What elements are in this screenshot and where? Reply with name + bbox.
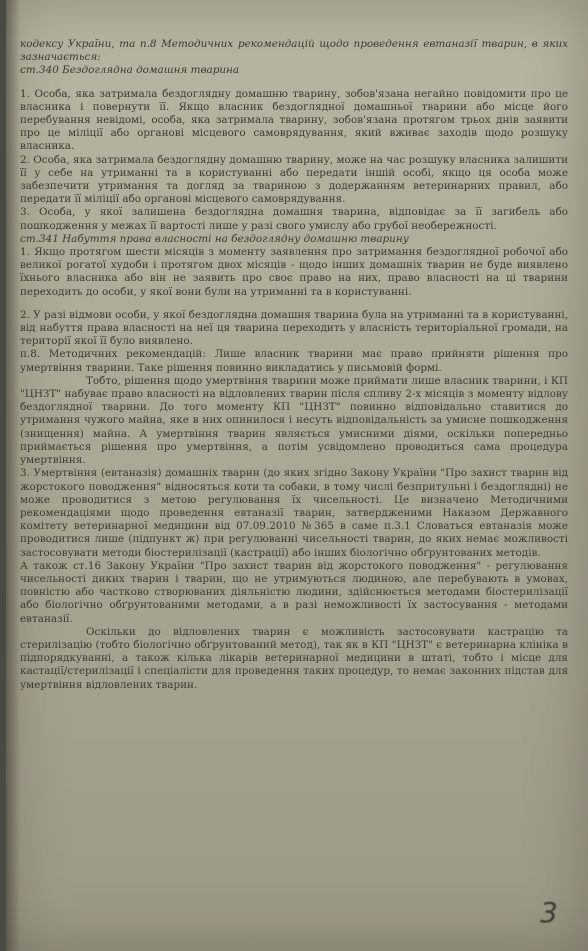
article-340-part-2: 2. Особа, яка затримала бездоглядну домашню тварину, може на час розшуку власника залишити її у себе на утриманні та в користуванні або передати іншій особі, якщо ця особа може забезпечити утримання та догляд за твариною з додержанням ветеринарних правил, або передати її міліції або органові місцевого самоврядування. — [20, 153, 568, 206]
article-340-part-3: 3. Особа, у якої залишена бездоглядна домашня тварина, відповідає за її загибель або пошкодження у межах її вартості лише у разі свого умислу або грубої необережності. — [20, 206, 568, 232]
article-340-part-1: 1. Особа, яка затримала бездоглядну домашню тварину, зобов'язана негайно повідомити про це власника і повернути її. Якщо власник бездоглядної домашньої тварини або місце його перебування невідомі, особа, яка затримала тварину, зобов'язана протягом трьох днів заявити про це міліції або органові місцевого самоврядування, який вживає заходів щодо розшуку власника. — [20, 87, 568, 153]
paragraph-article-16: А також ст.16 Закону України "Про захист тварин від жорстокого поводження" - регулювання чисельності диких тварин і тварин, що не утримуються людиною, але перебувають в умовах, повністю або частково створюваних діяльністю людини, здійснюється методами біостерилізації або біологічно обґрунтованими методами, а в разі неможливості їх застосування - методами евтаназії. — [20, 559, 568, 625]
article-341-heading: ст.341 Набуття права власності на бездоглядну домашню тварину — [20, 232, 409, 245]
paragraph-final-conclusion: Оскільки до відловлених тварин є можливість застосовувати кастрацію та стерилізацію (тобто біологічно обґрунтований метод), так як в КП "ЦНЗТ" є ветеринарна клініка в підпорядкуванні, а також кілька лікарів ветеринарної медицини в штаті, тобто і місце для кастації/стерилізації і спеціалісти для проведення таких процедур, то немає законних підстав для умертвіння відловлених тварин. — [20, 625, 568, 691]
paragraph-ownership-conclusion: Тобто, рішення щодо умертвіння тварини може приймати лише власник тварини, і КП "ЦНЗТ" набуває право власності на відловлених тварин після спливу 2-х місяців з моменту відлову бездоглядної тварини. До того моменту КП "ЦНЗТ" повинно відповідально ставитися до утримання чужого майна, яке в них опинилося і несуть відповідальність за умисне пошкодження (знищення) майна. А умертвіння тварин являється умисними діями, оскільки попередньо приймається рішення про умертвіння, а потім усвідомлено проводиться сама процедура умертвіння. — [20, 374, 568, 467]
paragraph-intro: кодексу України, та п.8 Методичних рекомендацій щодо проведення евтаназії тварин, в яких зазначається: — [20, 38, 568, 64]
page-number: 3 — [540, 896, 558, 929]
paragraph-euthanasia-restriction: 3. Умертвіння (евтаназія) домашніх тварин (до яких згідно Закону України "Про захист тварин від жорстокого поводження" відносяться коти та собаки, в тому числі безпритульні і бездоглядні) не може проводитися з метою регулювання їх чисельності. Це визначено Методичними рекомендаціями щодо проведення евтаназії тварин, затвердженими Наказом Державного комітету ветеринарної медицини від 07.09.2010 №365 в саме п.3.1 Словаться евтаназія може проводитися лише (підпункт ж) при регулюванні чисельності тварин, до яких немає можливості застосовувати методи біостерилізації (кастрації) або інших біологічно обґрунтованих методів. — [20, 467, 568, 559]
article-341-part-1: 1. Якщо протягом шести місяців з моменту заявлення про затримання бездоглядної робочої або великої рогатої худоби і протягом двох місяців - щодо інших домашніх тварин не буде виявлено їхнього власника або він не заявить про своє право на них, право власності на ці тварини переходить до особи, у якої вони були на утриманні та в користуванні. — [20, 246, 568, 298]
document-page — [6, 0, 588, 951]
article-341-part-2: 2. У разі відмови особи, у якої бездоглядна домашня тварина була на утриманні та в користуванні, від набуття права власності на неї ця тварина переходить у власність територіальної громади, на території якої її було виявлено. — [20, 308, 568, 348]
document-body — [20, 38, 568, 692]
article-340-heading: ст.340 Бездоглядна домашня тварина — [20, 64, 240, 77]
methodical-recommendations-p8: п.8. Методичних рекомендацій: Лише власник тварини має право прийняти рішення про умертвіння тварини. Таке рішення повинно викладатись у письмовій формі. — [20, 348, 568, 374]
